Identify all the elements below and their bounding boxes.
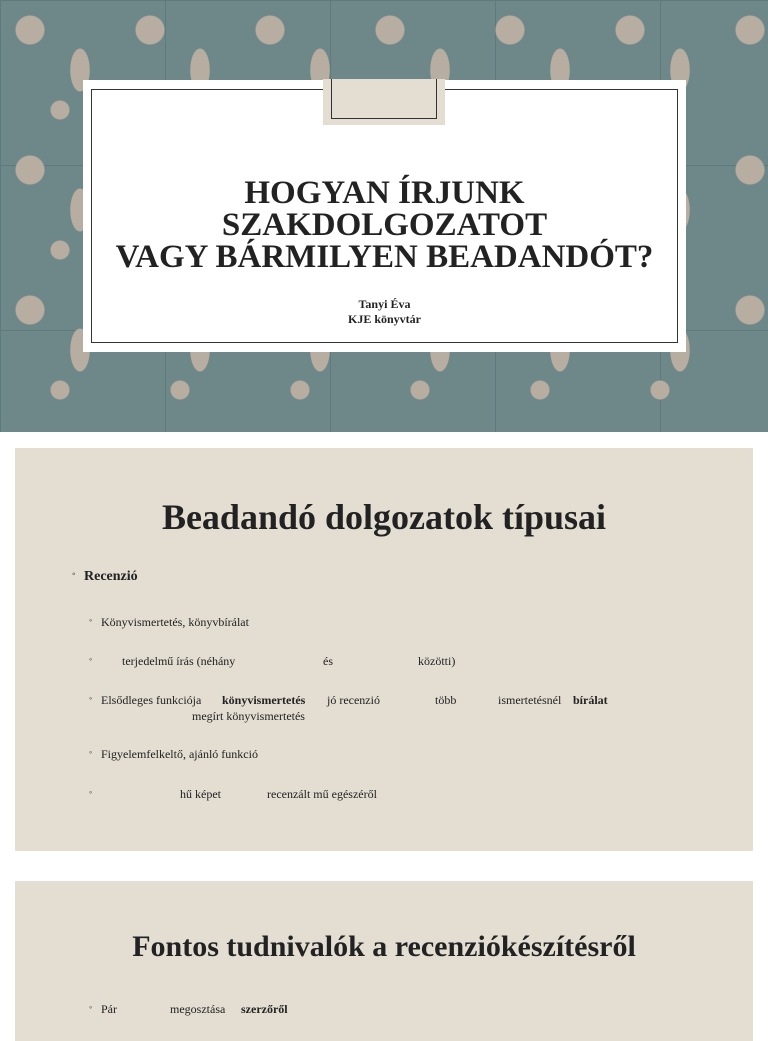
bullet-icon: ◦ [89, 747, 93, 757]
bullet-icon: ◦ [89, 693, 93, 703]
bullet-text: hű képet [180, 787, 221, 801]
slide-title: Beadandó dolgozatok típusai [161, 497, 607, 537]
bullet-text: Elsődleges funkciója [101, 693, 202, 707]
bullet-text: megírt könyvismertetés [192, 709, 305, 723]
bullet-text: ismertetésnél [498, 693, 562, 707]
bullet-text: szerzőről [241, 1002, 288, 1016]
presentation-title: HOGYAN ÍRJUNK SZAKDOLGOZATOT VAGY BÁRMILYEN BEADANDÓT? [115, 175, 654, 275]
bullet-text: recenzált mű egészéről [267, 787, 377, 801]
bullet-icon: ◦ [72, 569, 76, 580]
bullet-text: bírálat [573, 693, 608, 707]
slide-tips [15, 881, 753, 1041]
bullet-text: és [323, 654, 333, 668]
bullet-icon: ◦ [89, 1002, 93, 1012]
title-slide-background [0, 0, 768, 432]
section-heading: Recenzió [84, 569, 138, 584]
bullet-text: megosztása [170, 1002, 226, 1016]
bullet-text: több [435, 693, 457, 707]
title-card [83, 80, 686, 352]
bullet-icon: ◦ [89, 615, 93, 625]
bullet-text: könyvismertetés [222, 693, 306, 707]
slide-types [15, 448, 753, 851]
bullet-text: Figyelemfelkeltő, ajánló funkció [101, 747, 258, 761]
bullet-text: Pár [101, 1002, 117, 1016]
bullet-text: Könyvismertetés, könyvbírálat [101, 615, 249, 629]
bullet-text: terjedelmű írás (néhány [122, 654, 236, 668]
slide-title: Fontos tudnivalók a recenziókészítésről [132, 930, 636, 963]
author-block: Tanyi Éva KJE könyvtár [347, 297, 421, 326]
bullet-text: közötti) [418, 654, 456, 668]
bullet-icon: ◦ [89, 787, 93, 797]
bullet-icon: ◦ [89, 654, 93, 664]
decorative-tab [323, 79, 445, 125]
bullet-text: jó recenzió [327, 693, 380, 707]
